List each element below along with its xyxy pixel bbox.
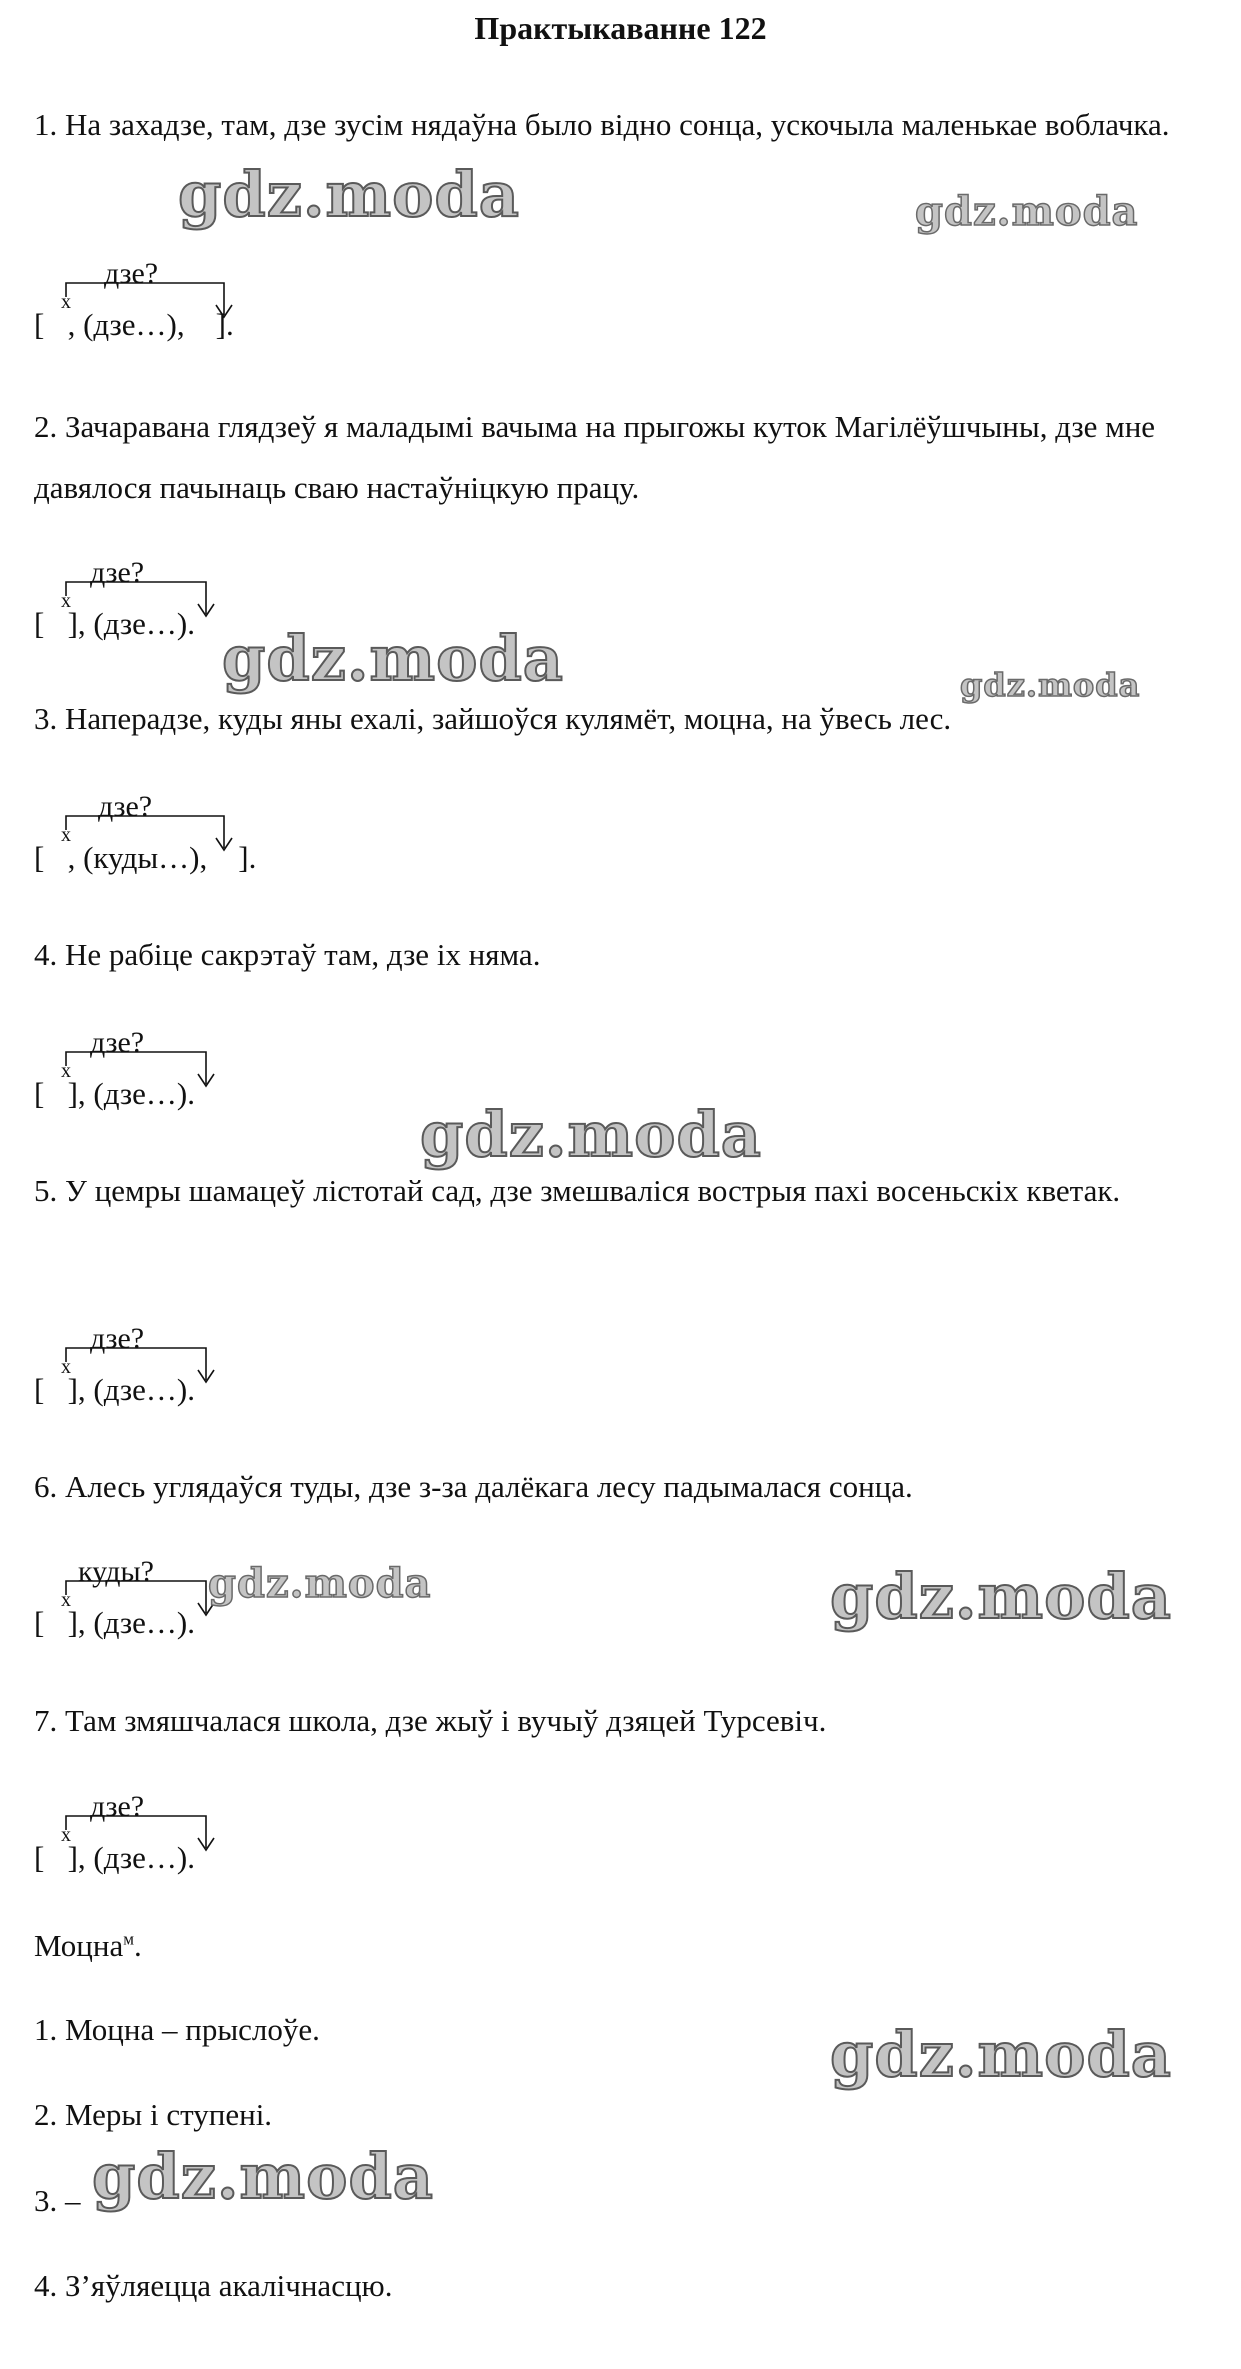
analysis-word: Моцна: [34, 1928, 124, 1963]
sentence-5: 5. У цемры шамацеў лістотай сад, дзе змешваліся вострыя пахі восеньскіх кветак.: [34, 1173, 1121, 1208]
schema-question: дзе?: [90, 1790, 145, 1823]
schema-1: [34, 257, 454, 347]
analysis-superscript: м: [123, 1929, 134, 1949]
watermark: gdz.moda: [222, 622, 564, 695]
analysis-line-2: 2. Меры і ступені.: [34, 2097, 273, 2132]
sentence-7: 7. Там змяшчалася школа, дзе жыў і вучыў дзяцей Турсевіч.: [34, 1703, 827, 1738]
watermark: gdz.moda: [420, 1098, 762, 1171]
schema-x-mark: x: [61, 1824, 71, 1846]
schema-7: [34, 1790, 454, 1880]
page-title: Практыкаванне 122: [474, 10, 767, 46]
schema-3: [34, 790, 454, 880]
schema-x-mark: x: [61, 1356, 71, 1378]
schema-formula: [ ], (дзе…).: [34, 1605, 195, 1640]
watermark: gdz.moda: [830, 2018, 1172, 2091]
sentence-4: 4. Не рабіце сакрэтаў там, дзе іх няма.: [34, 937, 541, 972]
schema-formula: [ ], (дзе…).: [34, 1372, 195, 1407]
sentence-2: 2. Зачаравана глядзеў я маладымі вачыма на прыгожы куток Магілёўшчыны, дзе мне давялося пачынаць сваю настаўніцкую працу.: [34, 409, 1156, 505]
sentence-3: 3. Наперадзе, куды яны ехалі, зайшоўся кулямёт, моцна, на ўвесь лес.: [34, 701, 952, 736]
schema-x-mark: x: [61, 824, 71, 846]
schema-x-mark: x: [61, 1060, 71, 1082]
schema-4: [34, 1026, 454, 1116]
schema-question: дзе?: [90, 1026, 145, 1059]
sentence-1: 1. На захадзе, там, дзе зусім нядаўна было відно сонца, ускочыла маленькае воблачка.: [34, 107, 1170, 142]
watermark: gdz.moda: [208, 1560, 432, 1607]
schema-x-mark: x: [61, 291, 71, 313]
schema-question: дзе?: [90, 1322, 145, 1355]
schema-formula: [ ], (дзе…).: [34, 1840, 195, 1875]
schema-question: дзе?: [98, 790, 153, 823]
schema-question: дзе?: [104, 257, 159, 290]
schema-5: [34, 1322, 454, 1412]
analysis-heading: [34, 1928, 142, 1964]
analysis-line-3: 3. –: [34, 2183, 81, 2218]
schema-formula: [ ], (дзе…).: [34, 1076, 195, 1111]
sentence-6: 6. Алесь углядаўся туды, дзе з-за далёкага лесу падымалася сонца.: [34, 1469, 913, 1504]
watermark: gdz.moda: [960, 666, 1141, 704]
schema-question: дзе?: [90, 556, 145, 589]
schema-x-mark: x: [61, 1589, 71, 1611]
analysis-end: .: [134, 1928, 142, 1963]
analysis-line-1: 1. Моцна – прыслоўе.: [34, 2012, 320, 2047]
schema-formula: [ , (куды…), ].: [34, 840, 257, 875]
watermark: gdz.moda: [178, 158, 520, 231]
watermark: gdz.moda: [830, 1560, 1172, 1633]
analysis-line-4: 4. З’яўляецца акалічнасцю.: [34, 2268, 393, 2303]
schema-x-mark: x: [61, 590, 71, 612]
watermark: gdz.moda: [915, 188, 1139, 235]
schema-formula: [ ], (дзе…).: [34, 606, 195, 641]
schema-formula: [ , (дзе…), ].: [34, 307, 234, 342]
watermark: gdz.moda: [92, 2140, 434, 2213]
schema-question: куды?: [78, 1555, 154, 1588]
